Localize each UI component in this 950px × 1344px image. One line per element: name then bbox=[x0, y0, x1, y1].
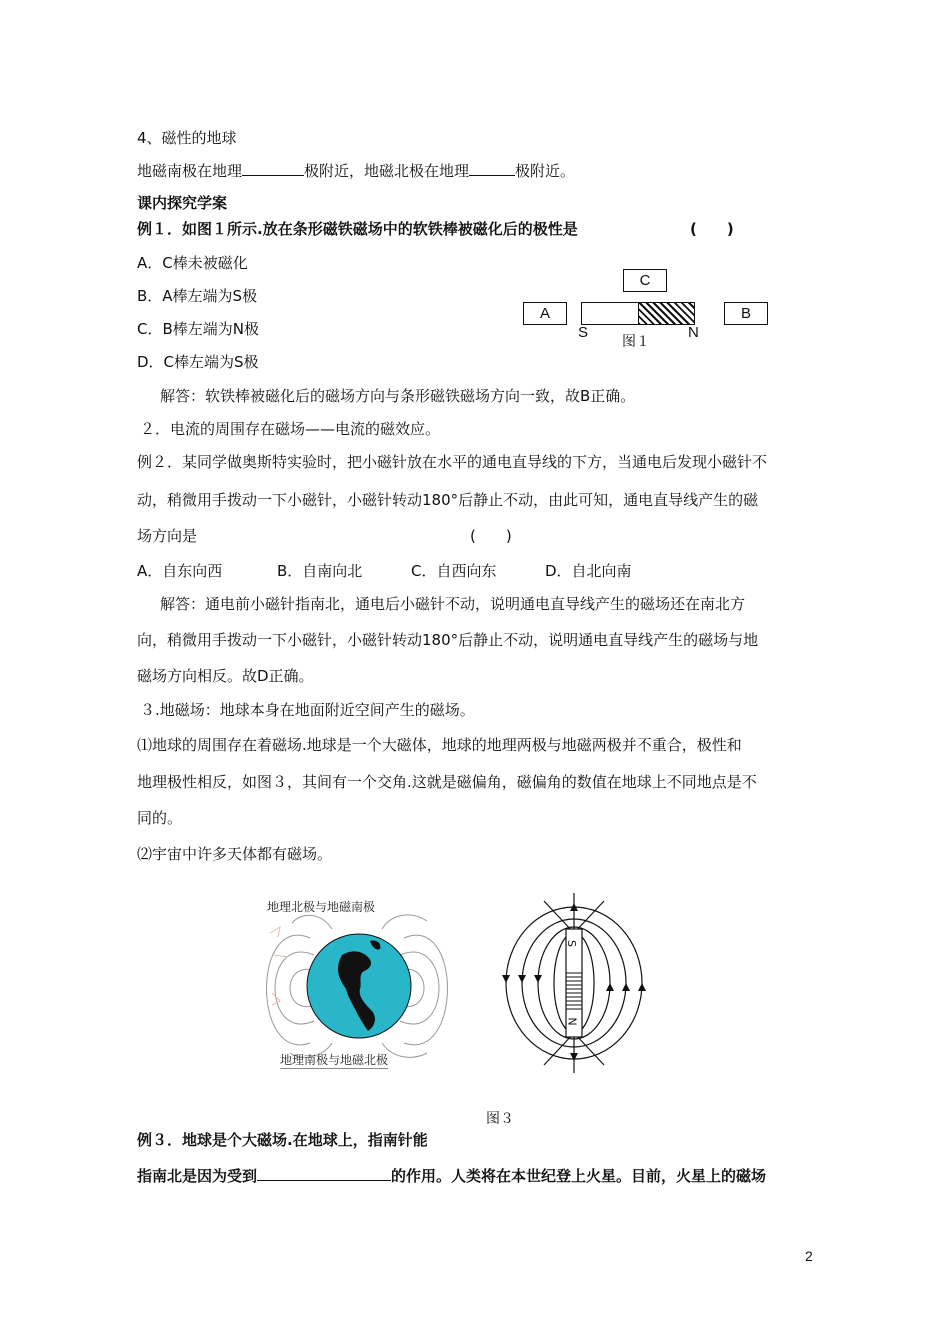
section3-p1-line3: 同的。 bbox=[137, 809, 183, 827]
example3-text-b: 的作用。人类将在本世纪登上火星。目前，火星上的磁场 bbox=[391, 1167, 767, 1185]
magnet-divider bbox=[638, 303, 639, 324]
study-plan-heading: 课内探究学案 bbox=[137, 194, 228, 212]
example2-option-d: D．自北向南 bbox=[545, 562, 632, 580]
box-a: A bbox=[523, 302, 567, 325]
example2-answer-line1: 解答：通电前小磁针指南北，通电后小磁针不动，说明通电直导线产生的磁场还在南北方 bbox=[160, 595, 746, 613]
example2-line3: 场方向是 bbox=[137, 527, 198, 545]
example3-blank bbox=[257, 1166, 391, 1181]
example1-option-b: B．A棒左端为S极 bbox=[137, 287, 258, 305]
example2-option-c: C．自西向东 bbox=[411, 562, 497, 580]
example2-answer-line2: 向，稍微用手拨动一下小磁针，小磁针转动180°后静止不动，说明通电直导线产生的磁场与地 bbox=[137, 631, 759, 649]
earth-field-svg bbox=[262, 893, 452, 1073]
example2-option-b: B．自南向北 bbox=[277, 562, 363, 580]
earth-bottom-label: 地理南极与地磁北极 bbox=[280, 1053, 389, 1067]
magnet-field-svg bbox=[500, 893, 648, 1073]
figure3-caption: 图３ bbox=[486, 1111, 514, 1127]
bar-magnet bbox=[581, 302, 695, 325]
example1-option-d: D．C棒左端为S极 bbox=[137, 353, 259, 371]
example2-line2: 动，稍微用手拨动一下小磁针，小磁针转动180°后静止不动，由此可知，通电直导线产生的磁 bbox=[137, 491, 759, 509]
example2-option-a: A．自东向西 bbox=[137, 562, 223, 580]
section4-heading: 4、磁性的地球 bbox=[137, 129, 237, 147]
box-c: C bbox=[623, 269, 667, 292]
section3-p1-line2: 地理极性相反，如图３，其间有一个交角.这就是磁偏角，磁偏角的数值在地球上不同地点是不 bbox=[137, 773, 757, 791]
pole-n-label: N bbox=[688, 324, 699, 341]
magnet-n-label: N bbox=[565, 1017, 579, 1026]
example1-answer: 解答：软铁棒被磁化后的磁场方向与条形磁铁磁场方向一致，故B正确。 bbox=[160, 387, 636, 405]
magnet-s-label: S bbox=[564, 940, 578, 947]
section3-p1-line1: ⑴地球的周围存在着磁场.地球是一个大磁体，地球的地理两极与地磁两极并不重合，极性和 bbox=[137, 736, 742, 754]
field-line bbox=[382, 915, 427, 929]
section4-fill-line bbox=[137, 161, 575, 181]
example1-option-a: A．C棒未被磁化 bbox=[137, 254, 248, 272]
example1-question: 例１．如图１所示.放在条形磁铁磁场中的软铁棒被磁化后的极性是 bbox=[137, 220, 578, 238]
magnet-hatched-half bbox=[638, 303, 694, 324]
example3-line2 bbox=[137, 1166, 766, 1186]
example2-answer-line3: 磁场方向相反。故D正确。 bbox=[137, 667, 314, 685]
field-line bbox=[382, 1043, 427, 1057]
example1-option-c: C．B棒左端为N极 bbox=[137, 320, 259, 338]
example1-paren: ( ) bbox=[690, 220, 734, 238]
box-b: B bbox=[724, 302, 768, 325]
pole-s-label: S bbox=[578, 324, 589, 341]
example2-line1: 例２．某同学做奥斯特实验时，把小磁针放在水平的通电直导线的下方，当通电后发现小磁针不 bbox=[137, 453, 768, 471]
fill-text-a: 地磁南极在地理 bbox=[137, 162, 243, 180]
section2-heading: ２．电流的周围存在磁场——电流的磁效应。 bbox=[140, 420, 441, 438]
fill-text-b: 极附近，地磁北极在地理 bbox=[304, 162, 470, 180]
fill-text-c: 极附近。 bbox=[515, 162, 576, 180]
blank-2 bbox=[469, 161, 515, 176]
earth-field-figure bbox=[262, 893, 452, 1073]
page-number: 2 bbox=[805, 1248, 813, 1264]
figure1-caption: 图１ bbox=[622, 334, 650, 350]
example3-text-a: 指南北是因为受到 bbox=[137, 1167, 258, 1185]
bar-magnet-field-figure bbox=[500, 893, 648, 1073]
earth-top-label: 地理北极与地磁南极 bbox=[267, 900, 376, 914]
section3-heading: ３.地磁场：地球本身在地面附近空间产生的磁场。 bbox=[140, 701, 475, 719]
example3-line1: 例３．地球是个大磁场.在地球上，指南针能 bbox=[137, 1131, 428, 1149]
example2-paren: ( ) bbox=[470, 527, 512, 545]
section3-p2: ⑵宇宙中许多天体都有磁场。 bbox=[137, 845, 333, 863]
field-line bbox=[292, 915, 332, 929]
blank-1 bbox=[242, 161, 304, 176]
